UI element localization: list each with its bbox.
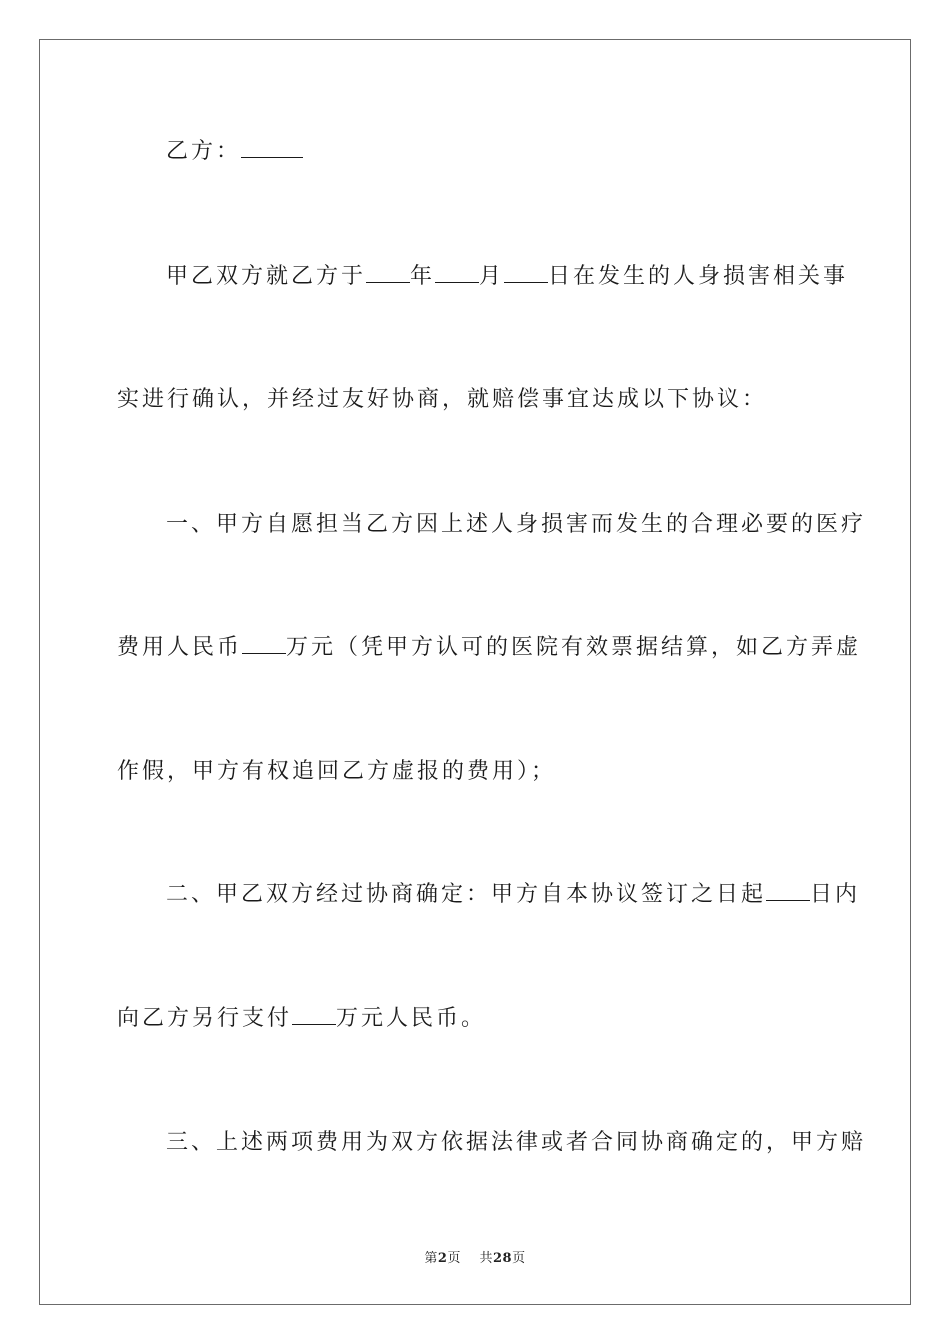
clause-2-line bbox=[166, 880, 860, 910]
year-blank[interactable] bbox=[366, 262, 410, 283]
clause-1-end-text: 作假，甲方有权追回乙方虚报的费用）； bbox=[117, 759, 557, 784]
party-b-blank[interactable] bbox=[241, 137, 303, 158]
clause-2-continued-line bbox=[117, 1004, 486, 1034]
clause-2-cont-rest: 万元人民币。 bbox=[336, 1006, 487, 1031]
clause-1-end-line bbox=[117, 757, 556, 787]
party-b-line bbox=[166, 137, 303, 167]
date-intro-text: 甲乙双方就乙方于 bbox=[166, 264, 367, 289]
page-number: 2 bbox=[437, 1251, 448, 1266]
extra-amount-blank[interactable] bbox=[292, 1004, 336, 1025]
days-blank[interactable] bbox=[766, 880, 810, 901]
clause-1-cont-rest: 万元（凭甲方认可的医院有效票据结算，如乙方弄虚 bbox=[286, 635, 862, 660]
total-suffix: 页 bbox=[512, 1251, 526, 1266]
medical-amount-blank[interactable] bbox=[242, 633, 286, 654]
date-line bbox=[166, 262, 848, 292]
date-rest-text: 日在发生的人身损害相关事 bbox=[548, 264, 849, 289]
paragraph-text: 实进行确认，并经过友好协商，就赔偿事宜达成以下协议： bbox=[117, 387, 768, 412]
clause-2-text: 二、甲乙双方经过协商确定：甲方自本协议签订之日起 bbox=[166, 882, 767, 907]
page-border bbox=[39, 39, 911, 1305]
clause-1-continued-line bbox=[117, 633, 861, 663]
year-label: 年 bbox=[410, 264, 436, 289]
clause-2-rest: 日内 bbox=[810, 882, 861, 907]
paragraph-line bbox=[117, 385, 767, 415]
month-blank[interactable] bbox=[435, 262, 479, 283]
day-blank[interactable] bbox=[504, 262, 548, 283]
clause-2-cont-text: 向乙方另行支付 bbox=[117, 1006, 293, 1031]
total-prefix: 共 bbox=[479, 1251, 493, 1266]
page-footer bbox=[0, 1247, 950, 1266]
page-prefix: 第 bbox=[424, 1251, 438, 1266]
month-label: 月 bbox=[479, 264, 505, 289]
clause-1-cont-text: 费用人民币 bbox=[117, 635, 243, 660]
page-suffix: 页 bbox=[447, 1251, 461, 1266]
clause-1-text: 一、甲方自愿担当乙方因上述人身损害而发生的合理必要的医疗 bbox=[166, 512, 867, 537]
clause-3-line bbox=[166, 1128, 866, 1158]
total-pages: 28 bbox=[493, 1251, 513, 1266]
party-b-label: 乙方： bbox=[166, 139, 242, 164]
clause-3-text: 三、上述两项费用为双方依据法律或者合同协商确定的，甲方赔 bbox=[166, 1130, 867, 1155]
clause-1-line bbox=[166, 510, 866, 540]
